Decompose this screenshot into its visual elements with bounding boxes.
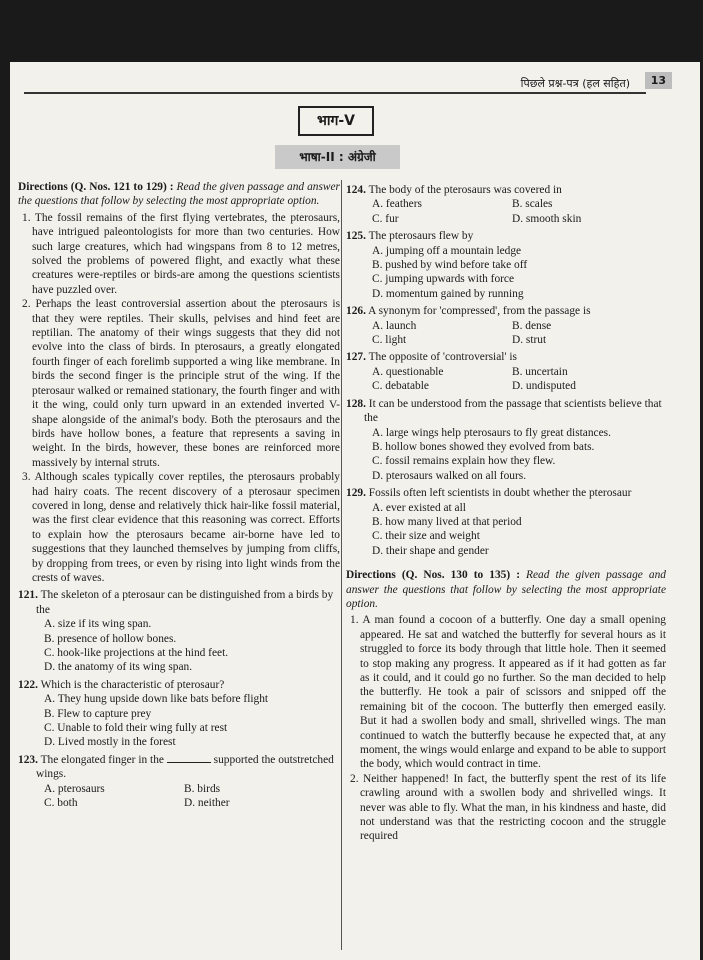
column-divider [341,180,342,950]
answer-options [372,319,666,348]
directions-2-text: Read the given passage and answer the questions that follow by selecting the most appropriate option. [346,569,666,610]
directions-2-label: Directions (Q. Nos. 130 to 135) : [346,569,520,582]
answer-options [372,501,666,559]
right-column [346,180,666,844]
answer-option: B. how many lived at that period [372,515,522,528]
answer-option: D. the anatomy of its wing span. [44,661,193,674]
answer-options [44,617,340,675]
question-number: 129. [346,487,366,500]
directions-2 [346,568,666,611]
page [10,62,700,960]
answer-option: A. launch [372,319,417,332]
answer-options [372,244,666,302]
answer-option: B. pushed by wind before take off [372,259,528,272]
question-item [346,486,666,558]
question-stem: A synonym for 'compressed', from the passage is [368,305,591,318]
left-column [18,180,340,810]
question-number: 121. [18,589,38,602]
question-stem: Which is the characteristic of pterosaur? [40,678,225,691]
directions-1-text: Read the given passage and answer the questions that follow by selecting the most appropriate option. [18,181,340,208]
question-stem-before: The elongated finger in the [40,753,164,766]
answer-option: A. ever existed at all [372,501,466,514]
question-stem: The body of the pterosaurs was covered in [368,184,562,196]
passage-2 [346,613,666,844]
directions-1 [18,180,340,209]
questions-left [18,588,340,810]
page-number: 13 [645,72,672,89]
question-item [346,229,666,301]
question-stem-after: supported the outstretched wings. [36,753,334,781]
section-title: भाग-V [298,106,374,136]
section-subtitle: भाषा-II : अंग्रेजी [275,145,400,169]
passage-paragraph: 1. A man found a cocoon of a butterfly. One day a small opening appeared. He sat and watched the butterfly for several hours as it struggled to force its body through that little hole. Then it seemed to stop making any progress. It appeared as if it had gotten as far as it could, and it could go no further. So the man decided to help the butterfly. He took a pair of scissors and snipped off the remaining bit of the cocoon. The butterfly then emerged easily. But it had a swollen body and small, shrivelled wings. The man continued to watch the butterfly because he expected that, at any moment, the wings would enlarge and expand to be able to support the body, which would contract in time. [350,614,666,771]
answer-option: C. light [372,334,407,347]
question-stem: It can be understood from the passage that scientists believe that the [364,397,662,425]
answer-option: A. size if its wing span. [44,618,152,631]
answer-options [372,365,666,394]
page-header [24,70,686,92]
answer-option: B. presence of hollow bones. [44,632,177,645]
answer-option: B. birds [184,782,221,795]
question-number: 128. [346,397,366,410]
answer-option: C. jumping upwards with force [372,273,515,286]
answer-option: D. Lived mostly in the forest [44,736,176,749]
question-text [346,229,666,243]
answer-option: D. smooth skin [512,212,582,225]
answer-option: C. their size and weight [372,530,480,543]
question-item [18,753,340,811]
question-text [346,486,666,500]
directions-1-label: Directions (Q. Nos. 121 to 129) : [18,181,174,193]
question-number: 127. [346,351,366,364]
question-text [18,753,340,782]
header-rule [24,92,646,94]
question-item [346,397,666,483]
answer-option: C. debatable [372,380,429,393]
question-text [346,304,666,318]
answer-option: A. large wings help pterosaurs to fly great distances. [372,426,611,439]
answer-option: D. pterosaurs walked on all fours. [372,469,527,482]
question-number: 124. [346,184,366,196]
answer-option: B. uncertain [512,365,568,378]
answer-option: A. feathers [372,198,422,211]
question-item [346,304,666,347]
question-item [18,678,340,750]
answer-option: A. pterosaurs [44,782,105,795]
question-number: 122. [18,678,38,691]
question-text [18,678,340,692]
answer-option: C. fossil remains explain how they flew. [372,455,556,468]
passage-paragraph: 3. Although scales typically cover reptiles, the pterosaurs probably had hairy coats. The recent discovery of a pterosaur specimen covered in long, dense and relatively thick hair-like fossil material, was the first clear evidence that this reasoning was correct. Efforts to explain how the pterosaurs became air-borne have led to suggestions that they launched themselves by jumping from cliffs, by dropping from trees, or even by rising into light winds from the crests of waves. [22,471,340,584]
answer-option: A. jumping off a mountain ledge [372,244,522,257]
question-item [18,588,340,674]
question-stem: The pterosaurs flew by [368,230,474,243]
question-number: 123. [18,753,38,766]
answer-options [44,692,340,750]
answer-option: D. strut [512,334,547,347]
answer-option: C. both [44,797,78,810]
answer-option: D. momentum gained by running [372,287,524,300]
question-text [346,350,666,364]
answer-option: D. their shape and gender [372,544,489,557]
question-stem: Fossils often left scientists in doubt whether the pterosaur [368,487,632,500]
answer-options [372,197,666,226]
answer-option: B. Flew to capture prey [44,707,152,720]
questions-right [346,183,666,558]
passage-paragraph: 2. Perhaps the least controversial assertion about the pterosaurs is that they were reptiles. Their skulls, pelvises and hind feet are reptilian. The anatomy of their wings suggests that they did not evolve into the class of birds. In pterosaurs, a greatly elongated fourth finger of each forelimb supported a wing like membrane. In birds the second finger is the principle strut of the wing. If the pterosaur walked or remained stationary, the fourth finger and with it the wing, could only turn upward in an extended inverted V-shape alongside of the animal's body. Both the pterosaurs and the birds have hollow bones, a feature that represents a saving in weight. In the birds, however, these bones are reinforced more massively by internal struts. [22,298,340,469]
blank-line [167,762,211,763]
answer-options [372,426,666,484]
answer-option: B. dense [512,319,552,332]
passage-paragraph: 1. The fossil remains of the first flying vertebrates, the pterosaurs, have intrigued paleontologists for more than two centuries. How such large creatures, which had wingspans from 8 to 12 metres, solved the problems of powered flight, and exactly what these creatures were-reptiles or birds-are among the questions scientists have puzzled over. [22,211,340,296]
passage-paragraph: 2. Neither happened! In fact, the butterfly spent the rest of its life crawling around with a swollen body and shrivelled wings. It never was able to fly. What the man, in his kindness and haste, did not understand was that the restricting cocoon and the struggle required [350,772,666,843]
answer-option: A. They hung upside down like bats before flight [44,693,269,706]
question-stem: The skeleton of a pterosaur can be distinguished from a birds by the [36,589,334,616]
question-number: 125. [346,230,366,243]
answer-option: C. fur [372,212,399,225]
question-number: 126. [346,305,366,318]
answer-option: C. hook-like projections at the hind feet. [44,647,229,659]
question-item [346,183,666,226]
question-text [346,183,666,197]
question-stem: The opposite of 'controversial' is [368,351,517,364]
answer-options [44,782,340,811]
answer-option: C. Unable to fold their wing fully at rest [44,722,228,735]
answer-option: B. scales [512,198,553,211]
answer-option: B. hollow bones showed they evolved from bats. [372,440,595,453]
answer-option: D. neither [184,797,230,810]
question-item [346,350,666,393]
passage-1 [18,211,340,586]
answer-option: A. questionable [372,365,444,378]
answer-option: D. undisputed [512,380,576,393]
question-text [18,588,340,617]
question-text [346,397,666,426]
running-head: पिछले प्रश्न-पत्र (हल सहित) [520,77,630,90]
